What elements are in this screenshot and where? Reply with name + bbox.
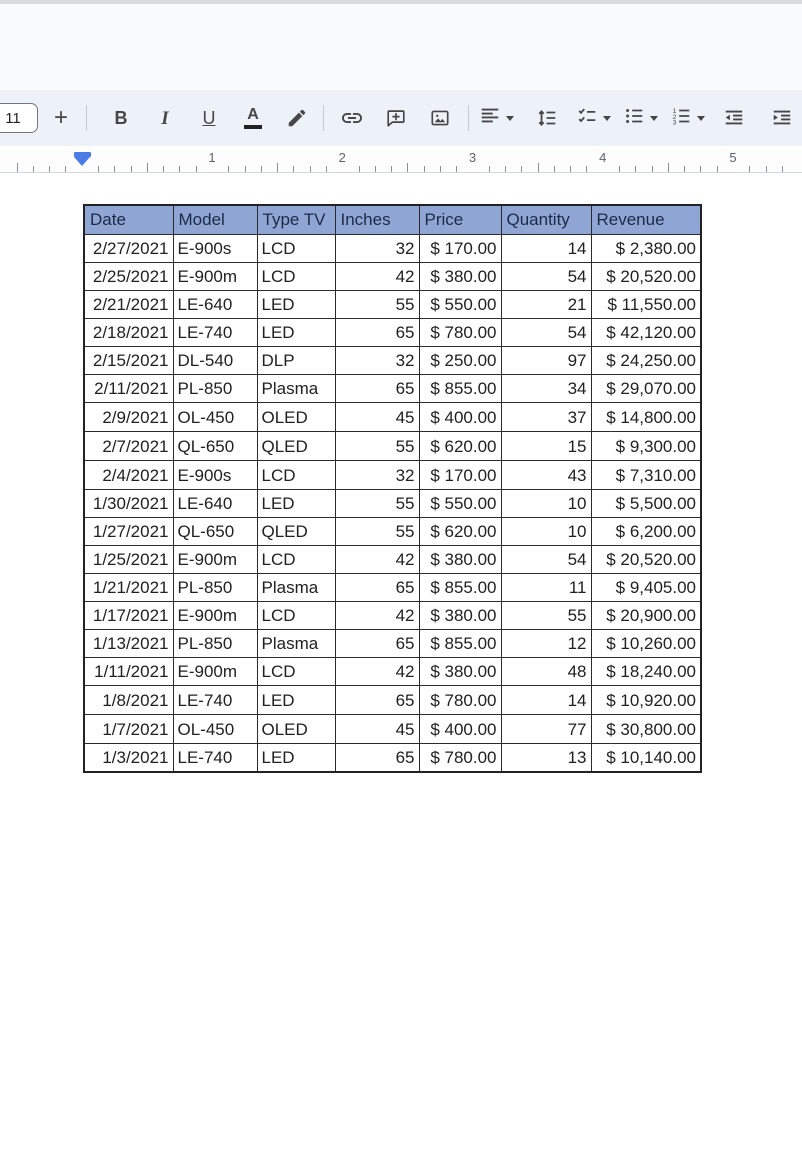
cell-inches[interactable]: 55 <box>335 489 419 517</box>
table-row <box>84 517 701 545</box>
italic-button[interactable] <box>149 101 181 135</box>
table-row <box>84 402 701 431</box>
ruler-tick <box>766 166 767 172</box>
cell-type-tv[interactable]: DLP <box>257 346 335 374</box>
cell-model[interactable]: PL-850 <box>173 374 257 402</box>
cell-inches[interactable]: 55 <box>335 517 419 545</box>
cell-type-tv[interactable]: LCD <box>257 460 335 489</box>
ruler-tick <box>163 166 164 172</box>
cell-quantity[interactable]: 13 <box>501 743 591 772</box>
cell-revenue[interactable]: $ 20,900.00 <box>591 601 701 629</box>
cell-revenue[interactable]: $ 9,300.00 <box>591 431 701 460</box>
sales-table <box>83 204 702 773</box>
ruler-tick <box>684 166 685 172</box>
table-row <box>84 374 701 402</box>
ruler-tick <box>505 166 506 172</box>
ruler-number: 3 <box>468 150 477 165</box>
table-row <box>84 431 701 460</box>
cell-price[interactable]: $ 170.00 <box>419 234 501 262</box>
cell-model[interactable]: OL-450 <box>173 714 257 743</box>
cell-revenue[interactable]: $ 10,920.00 <box>591 685 701 714</box>
table-row <box>84 460 701 489</box>
cell-price[interactable]: $ 550.00 <box>419 489 501 517</box>
cell-revenue[interactable]: $ 7,310.00 <box>591 460 701 489</box>
header-date[interactable]: Date <box>84 205 173 234</box>
ruler-tick <box>65 166 66 172</box>
cell-revenue[interactable]: $ 2,380.00 <box>591 234 701 262</box>
ruler-tick <box>652 166 653 172</box>
cell-quantity[interactable]: 34 <box>501 374 591 402</box>
numbered-list-icon <box>670 105 692 132</box>
cell-date[interactable]: 2/27/2021 <box>84 234 173 262</box>
highlighter-pen-icon <box>286 107 308 129</box>
ruler-tick <box>228 166 229 172</box>
cell-price[interactable]: $ 400.00 <box>419 402 501 431</box>
cell-revenue[interactable]: $ 20,520.00 <box>591 545 701 573</box>
ruler-number: 5 <box>729 150 737 165</box>
underline-button[interactable] <box>193 101 225 135</box>
cell-quantity[interactable]: 54 <box>501 318 591 346</box>
cell-type-tv[interactable]: Plasma <box>257 374 335 402</box>
cell-inches[interactable]: 65 <box>335 573 419 601</box>
ruler-tick <box>359 166 360 172</box>
cell-price[interactable]: $ 780.00 <box>419 318 501 346</box>
cell-revenue[interactable]: $ 30,800.00 <box>591 714 701 743</box>
table-row <box>84 545 701 573</box>
cell-type-tv[interactable]: OLED <box>257 402 335 431</box>
cell-quantity[interactable]: 54 <box>501 262 591 290</box>
italic-icon: I <box>161 107 169 129</box>
cell-inches[interactable]: 45 <box>335 714 419 743</box>
highlight-color-button[interactable] <box>281 101 313 135</box>
cell-date[interactable]: 1/8/2021 <box>84 685 173 714</box>
text-align-button[interactable] <box>479 105 514 132</box>
cell-model[interactable]: LE-740 <box>173 743 257 772</box>
cell-inches[interactable]: 55 <box>335 290 419 318</box>
cell-quantity[interactable]: 15 <box>501 431 591 460</box>
cell-revenue[interactable]: $ 5,500.00 <box>591 489 701 517</box>
ruler-tick <box>668 163 669 172</box>
cell-model[interactable]: LE-740 <box>173 685 257 714</box>
table-row <box>84 573 701 601</box>
cell-price[interactable]: $ 855.00 <box>419 573 501 601</box>
cell-date[interactable]: 2/11/2021 <box>84 374 173 402</box>
cell-model[interactable]: OL-450 <box>173 402 257 431</box>
cell-date[interactable]: 2/18/2021 <box>84 318 173 346</box>
cell-quantity[interactable]: 43 <box>501 460 591 489</box>
bulleted-list-icon <box>623 105 645 132</box>
header-price[interactable]: Price <box>419 205 501 234</box>
toolbar-divider <box>86 105 87 131</box>
cell-model[interactable]: E-900m <box>173 545 257 573</box>
header-quantity[interactable]: Quantity <box>501 205 591 234</box>
ruler-number: 4 <box>599 150 607 165</box>
cell-price[interactable]: $ 620.00 <box>419 517 501 545</box>
bulleted-list-button[interactable] <box>623 105 658 132</box>
header-revenue[interactable]: Revenue <box>591 205 701 234</box>
ruler-tick <box>114 166 115 172</box>
numbered-list-button[interactable] <box>670 105 705 132</box>
cell-inches[interactable]: 32 <box>335 346 419 374</box>
table-row <box>84 629 701 657</box>
bold-icon: B <box>114 108 128 128</box>
cell-quantity[interactable]: 14 <box>501 685 591 714</box>
cell-price[interactable]: $ 780.00 <box>419 743 501 772</box>
cell-quantity[interactable]: 10 <box>501 517 591 545</box>
cell-type-tv[interactable]: LED <box>257 743 335 772</box>
link-icon <box>340 106 364 130</box>
ruler-tick <box>570 166 571 172</box>
cell-revenue[interactable]: $ 14,800.00 <box>591 402 701 431</box>
cell-type-tv[interactable]: QLED <box>257 431 335 460</box>
cell-model[interactable]: LE-640 <box>173 489 257 517</box>
increase-font-size-button[interactable]: + <box>53 104 68 131</box>
cell-inches[interactable]: 65 <box>335 629 419 657</box>
cell-model[interactable]: E-900m <box>173 657 257 685</box>
decrease-indent-icon <box>723 107 745 129</box>
cell-date[interactable]: 2/15/2021 <box>84 346 173 374</box>
cell-type-tv[interactable]: LED <box>257 685 335 714</box>
cell-model[interactable]: LE-740 <box>173 318 257 346</box>
ruler-tick <box>245 166 246 172</box>
ruler-tick <box>196 166 197 172</box>
cell-quantity[interactable]: 55 <box>501 601 591 629</box>
cell-revenue[interactable]: $ 10,260.00 <box>591 629 701 657</box>
ruler-tick <box>619 166 620 172</box>
cell-date[interactable]: 2/4/2021 <box>84 460 173 489</box>
line-spacing-icon <box>536 107 558 129</box>
cell-inches[interactable]: 55 <box>335 431 419 460</box>
ruler-tick <box>538 163 539 172</box>
ruler-tick <box>326 166 327 172</box>
ruler-tick <box>717 166 718 172</box>
font-size-input[interactable]: 11 <box>0 103 38 133</box>
cell-inches[interactable]: 42 <box>335 545 419 573</box>
cell-price[interactable]: $ 170.00 <box>419 460 501 489</box>
cell-inches[interactable]: 42 <box>335 262 419 290</box>
table-row <box>84 346 701 374</box>
svg-text:2: 2 <box>672 113 677 121</box>
horizontal-ruler <box>0 147 802 174</box>
document-page[interactable] <box>0 174 802 1161</box>
cell-type-tv[interactable]: LED <box>257 318 335 346</box>
cell-date[interactable]: 1/13/2021 <box>84 629 173 657</box>
cell-quantity[interactable]: 10 <box>501 489 591 517</box>
cell-revenue[interactable]: $ 10,140.00 <box>591 743 701 772</box>
cell-model[interactable]: PL-850 <box>173 629 257 657</box>
cell-date[interactable]: 1/7/2021 <box>84 714 173 743</box>
cell-date[interactable]: 1/27/2021 <box>84 517 173 545</box>
ruler-number: 2 <box>338 150 346 165</box>
ruler-tick <box>98 166 99 172</box>
bold-button[interactable] <box>105 101 137 135</box>
cell-quantity[interactable]: 48 <box>501 657 591 685</box>
ruler-tick <box>424 166 425 172</box>
cell-price[interactable]: $ 620.00 <box>419 431 501 460</box>
decrease-indent-button[interactable] <box>717 101 751 135</box>
table-row <box>84 685 701 714</box>
cell-quantity[interactable]: 54 <box>501 545 591 573</box>
cell-inches[interactable]: 42 <box>335 601 419 629</box>
cell-date[interactable]: 2/9/2021 <box>84 402 173 431</box>
cell-inches[interactable]: 65 <box>335 685 419 714</box>
left-indent-handle[interactable] <box>74 157 90 166</box>
cell-date[interactable]: 2/21/2021 <box>84 290 173 318</box>
chevron-down-icon <box>506 116 514 121</box>
cell-type-tv[interactable]: LCD <box>257 545 335 573</box>
header-model[interactable]: Model <box>173 205 257 234</box>
align-left-icon <box>479 105 501 132</box>
svg-text:3: 3 <box>672 119 677 127</box>
toolbar-divider <box>468 105 469 131</box>
ruler-baseline <box>0 172 802 173</box>
ruler-tick <box>33 166 34 172</box>
cell-inches[interactable]: 65 <box>335 743 419 772</box>
cell-quantity[interactable]: 21 <box>501 290 591 318</box>
ruler-tick <box>147 163 148 172</box>
formatting-toolbar <box>0 90 802 146</box>
ruler-tick <box>375 166 376 172</box>
cell-inches[interactable]: 65 <box>335 318 419 346</box>
cell-revenue[interactable]: $ 42,120.00 <box>591 318 701 346</box>
cell-date[interactable]: 2/25/2021 <box>84 262 173 290</box>
ruler-tick <box>261 166 262 172</box>
ruler-tick <box>521 166 522 172</box>
header-inches[interactable]: Inches <box>335 205 419 234</box>
cell-quantity[interactable]: 37 <box>501 402 591 431</box>
header-blank-area <box>0 4 802 90</box>
cell-model[interactable]: QL-650 <box>173 431 257 460</box>
ruler-tick <box>782 166 783 172</box>
indent-marker[interactable] <box>73 152 91 168</box>
cell-revenue[interactable]: $ 11,550.00 <box>591 290 701 318</box>
cell-revenue[interactable]: $ 24,250.00 <box>591 346 701 374</box>
table-row <box>84 234 701 262</box>
ruler-tick <box>293 166 294 172</box>
chevron-down-icon <box>603 116 611 121</box>
text-color-button[interactable] <box>237 101 269 135</box>
cell-revenue[interactable]: $ 20,520.00 <box>591 262 701 290</box>
table-row <box>84 262 701 290</box>
ruler-tick <box>179 166 180 172</box>
cell-date[interactable]: 1/21/2021 <box>84 573 173 601</box>
table-header-row <box>84 205 701 234</box>
cell-price[interactable]: $ 250.00 <box>419 346 501 374</box>
cell-type-tv[interactable]: LED <box>257 489 335 517</box>
table-row <box>84 657 701 685</box>
ruler-tick <box>49 166 50 172</box>
toolbar-divider <box>323 105 324 131</box>
ruler-tick <box>131 166 132 172</box>
cell-price[interactable]: $ 855.00 <box>419 374 501 402</box>
cell-price[interactable]: $ 380.00 <box>419 657 501 685</box>
cell-type-tv[interactable]: LED <box>257 290 335 318</box>
cell-type-tv[interactable]: Plasma <box>257 629 335 657</box>
add-comment-button[interactable] <box>378 101 414 135</box>
cell-inches[interactable]: 42 <box>335 657 419 685</box>
header-type-tv[interactable]: Type TV <box>257 205 335 234</box>
insert-image-button[interactable] <box>422 101 458 135</box>
chevron-down-icon <box>697 116 705 121</box>
image-icon <box>429 107 451 129</box>
cell-inches[interactable]: 65 <box>335 374 419 402</box>
table-row <box>84 714 701 743</box>
table-row <box>84 601 701 629</box>
ruler-tick <box>440 166 441 172</box>
table-row <box>84 290 701 318</box>
ruler-tick <box>489 166 490 172</box>
ruler-tick <box>391 166 392 172</box>
cell-price[interactable]: $ 550.00 <box>419 290 501 318</box>
ruler-tick <box>277 163 278 172</box>
cell-date[interactable]: 1/3/2021 <box>84 743 173 772</box>
ruler-tick <box>554 166 555 172</box>
cell-model[interactable]: E-900m <box>173 601 257 629</box>
ruler-tick <box>635 166 636 172</box>
text-color-icon: A <box>244 107 262 129</box>
cell-date[interactable]: 2/7/2021 <box>84 431 173 460</box>
cell-type-tv[interactable]: LCD <box>257 657 335 685</box>
cell-revenue[interactable]: $ 29,070.00 <box>591 374 701 402</box>
chevron-down-icon <box>650 116 658 121</box>
insert-link-button[interactable] <box>334 101 370 135</box>
add-comment-icon <box>385 107 407 129</box>
cell-type-tv[interactable]: LCD <box>257 262 335 290</box>
ruler-tick <box>456 166 457 172</box>
cell-price[interactable]: $ 400.00 <box>419 714 501 743</box>
cell-date[interactable]: 1/17/2021 <box>84 601 173 629</box>
cell-model[interactable]: LE-640 <box>173 290 257 318</box>
cell-quantity[interactable]: 11 <box>501 573 591 601</box>
ruler-tick <box>17 163 18 172</box>
underline-icon: U <box>202 108 216 128</box>
cell-model[interactable]: E-900s <box>173 460 257 489</box>
increase-indent-button[interactable] <box>765 101 799 135</box>
cell-type-tv[interactable]: LCD <box>257 601 335 629</box>
cell-inches[interactable]: 45 <box>335 402 419 431</box>
cell-price[interactable]: $ 855.00 <box>419 629 501 657</box>
cell-model[interactable]: DL-540 <box>173 346 257 374</box>
ruler-tick <box>700 166 701 172</box>
cell-model[interactable]: PL-850 <box>173 573 257 601</box>
cell-model[interactable]: QL-650 <box>173 517 257 545</box>
cell-quantity[interactable]: 12 <box>501 629 591 657</box>
cell-price[interactable]: $ 380.00 <box>419 262 501 290</box>
table-row <box>84 489 701 517</box>
cell-quantity[interactable]: 77 <box>501 714 591 743</box>
cell-type-tv[interactable]: QLED <box>257 517 335 545</box>
cell-price[interactable]: $ 780.00 <box>419 685 501 714</box>
cell-model[interactable]: E-900s <box>173 234 257 262</box>
cell-date[interactable]: 1/30/2021 <box>84 489 173 517</box>
increase-indent-icon <box>771 107 793 129</box>
cell-date[interactable]: 1/11/2021 <box>84 657 173 685</box>
cell-price[interactable]: $ 380.00 <box>419 601 501 629</box>
ruler-tick <box>749 166 750 172</box>
cell-inches[interactable]: 32 <box>335 234 419 262</box>
cell-type-tv[interactable]: OLED <box>257 714 335 743</box>
line-spacing-button[interactable] <box>530 101 564 135</box>
cell-price[interactable]: $ 380.00 <box>419 545 501 573</box>
checklist-button[interactable] <box>576 105 611 132</box>
checklist-icon <box>576 105 598 132</box>
ruler-tick <box>586 166 587 172</box>
cell-inches[interactable]: 32 <box>335 460 419 489</box>
ruler-number: 1 <box>208 150 216 165</box>
table-row <box>84 743 701 772</box>
cell-type-tv[interactable]: LCD <box>257 234 335 262</box>
ruler-tick <box>310 166 311 172</box>
table-row <box>84 318 701 346</box>
svg-text:1: 1 <box>672 107 677 115</box>
cell-type-tv[interactable]: Plasma <box>257 573 335 601</box>
cell-quantity[interactable]: 14 <box>501 234 591 262</box>
ruler-tick <box>407 163 408 172</box>
cell-quantity[interactable]: 97 <box>501 346 591 374</box>
cell-revenue[interactable]: $ 6,200.00 <box>591 517 701 545</box>
cell-date[interactable]: 1/25/2021 <box>84 545 173 573</box>
cell-model[interactable]: E-900m <box>173 262 257 290</box>
cell-revenue[interactable]: $ 18,240.00 <box>591 657 701 685</box>
cell-revenue[interactable]: $ 9,405.00 <box>591 573 701 601</box>
